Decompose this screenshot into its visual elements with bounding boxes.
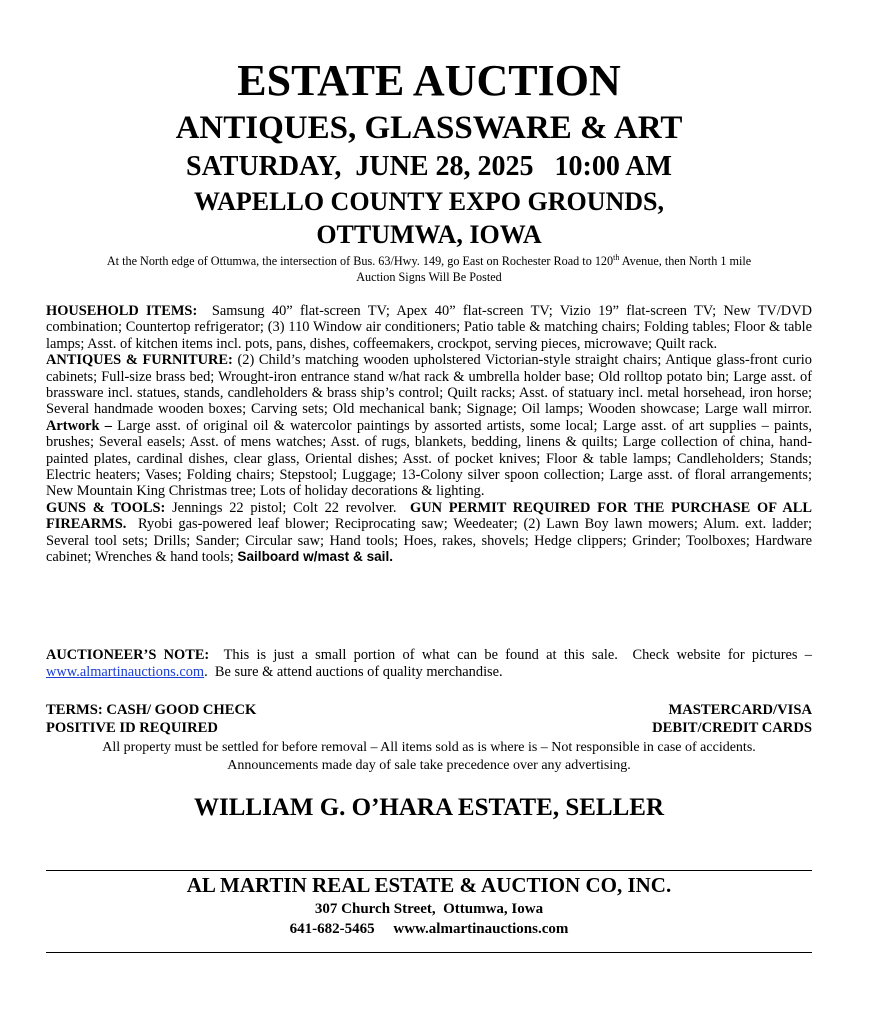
auction-signs-note: Auction Signs Will Be Posted: [356, 270, 502, 285]
terms-row-1: [46, 701, 812, 719]
payment-terms: [46, 701, 812, 737]
company-phone: 641-682-5465: [289, 921, 375, 937]
guns-tools-section: [46, 499, 820, 566]
note-label: AUCTIONEER’S NOTE:: [46, 647, 210, 663]
venue-line-2: OTTUMWA, IOWA: [316, 220, 542, 249]
company-website[interactable]: www.almartinauctions.com: [393, 921, 569, 937]
household-section: [46, 303, 816, 352]
artwork-label: Artwork –: [46, 417, 112, 434]
terms-row-2: [46, 719, 812, 737]
household-label: HOUSEHOLD ITEMS:: [46, 303, 198, 319]
company-address: 307 Church Street, Ottumwa, Iowa: [314, 901, 544, 917]
antiques-section: [46, 352, 820, 500]
flyer-title: ESTATE AUCTION: [237, 56, 621, 105]
disclaimers: [46, 739, 812, 775]
sailboard-item: Sailboard w/mast & sail.: [237, 549, 394, 565]
item-listing: [46, 303, 820, 566]
company-name: AL MARTIN REAL ESTATE & AUCTION CO, INC.: [186, 873, 672, 897]
terms-debit-credit: DEBIT/CREDIT CARDS: [652, 720, 812, 736]
household-text: Samsung 40” flat-screen TV; Apex 40” flat-screen TV; Vizio 19” flat-screen TV; New TV/DVD combination; Countertop refrigerator; (3) 110 Window air conditioners; Patio table & matching chairs; Folding tables; Floor & table lamps; Asst. of kitchen items incl. pots, pans, dishes, coffeemakers, crockpot, serving pieces, microwave; Quilt rack.: [46, 303, 816, 352]
auctioneers-note: [46, 647, 816, 681]
guns-text-2: Ryobi gas-powered leaf blower; Reciprocating saw; Weedeater; (2) Lawn Boy lawn mowers; Alum. ext. ladder; Several tool sets; Drills; Sander; Circular saw; Hand tools; Hoes, rakes, shovels; Hedge clippers; Grinder; Toolboxes; Hardware cabinet; Wrenches & hand tools;: [46, 516, 820, 566]
artwork-text: Large asst. of original oil & watercolor paintings by assorted artists, some local; Large asst. of art supplies – paints, brushes; Several easels; Asst. of mens watches; Asst. of rugs, blankets, bedding, linens & quilts; Large collection of china, hand-painted plates, cardinal dishes, clear glass, Oriental dishes; Asst. of pocket knives; Floor & table lamps; Candleholders; Stands; Electric heaters; Vases; Folding chairs; Stepstool; Luggage; 13-Colony silver spoon collection; Large asst. of floral arrangements; New Mountain King Christmas tree; Lots of holiday decorations & lighting.: [46, 417, 812, 500]
note-text-2: . Be sure & attend auctions of quality merchandise.: [204, 664, 503, 680]
directions-superscript: th: [613, 253, 620, 262]
gun-permit-notice: GUN PERMIT REQUIRED FOR THE PURCHASE OF ALL FIREARMS.: [46, 499, 812, 533]
guns-text-1: Jennings 22 pistol; Colt 22 revolver.: [165, 499, 410, 516]
terms-mastercard-visa: MASTERCARD/VISA: [668, 702, 812, 718]
terms-id-required: POSITIVE ID REQUIRED: [46, 720, 218, 736]
auction-date-time: SATURDAY, JUNE 28, 2025 10:00 AM: [186, 151, 672, 182]
disclaimer-line-1: All property must be settled for before removal – All items sold as is where is – Not responsible in case of accidents.: [102, 740, 756, 755]
guns-label: GUNS & TOOLS:: [46, 499, 166, 516]
antiques-text: (2) Child’s matching wooden upholstered Victorian-style straight chairs; Antique glass-front curio cabinets; Full-size brass bed; Wrought-iron entrance stand w/hat rack & umbrella holder base; Old rolltop potato bin; Large asst. of brassware incl. statues, stands, candleholders & brass ship’s control; Quilt racks; Asst. of statuary incl. metal horsehead, iron horse; Several handmade wooden boxes; Carving sets; Old mechanical bank; Signage; Oil lamps; Wooden showcase; Large wall mirror.: [46, 352, 820, 418]
venue-line-1: WAPELLO COUNTY EXPO GROUNDS,: [194, 187, 664, 216]
disclaimer-line-2: Announcements made day of sale take precedence over any advertising.: [227, 758, 631, 773]
antiques-label: ANTIQUES & FURNITURE:: [46, 352, 233, 369]
flyer-subtitle: ANTIQUES, GLASSWARE & ART: [175, 110, 683, 146]
terms-cash-check: TERMS: CASH/ GOOD CHECK: [46, 702, 257, 718]
directions: [36, 250, 822, 285]
note-text-1: This is just a small portion of what can be found at this sale. Check website for pictures –: [209, 647, 816, 663]
directions-text-post: Avenue, then North 1 mile: [619, 254, 752, 269]
directions-text-pre: At the North edge of Ottumwa, the intersection of Bus. 63/Hwy. 149, go East on Rochester Road to 120: [106, 254, 614, 269]
company-contact: [46, 919, 812, 939]
divider-top: [46, 870, 812, 871]
website-link[interactable]: www.almartinauctions.com: [46, 664, 205, 680]
divider-bottom: [46, 952, 812, 953]
seller-name: WILLIAM G. O’HARA ESTATE, SELLER: [193, 794, 664, 821]
